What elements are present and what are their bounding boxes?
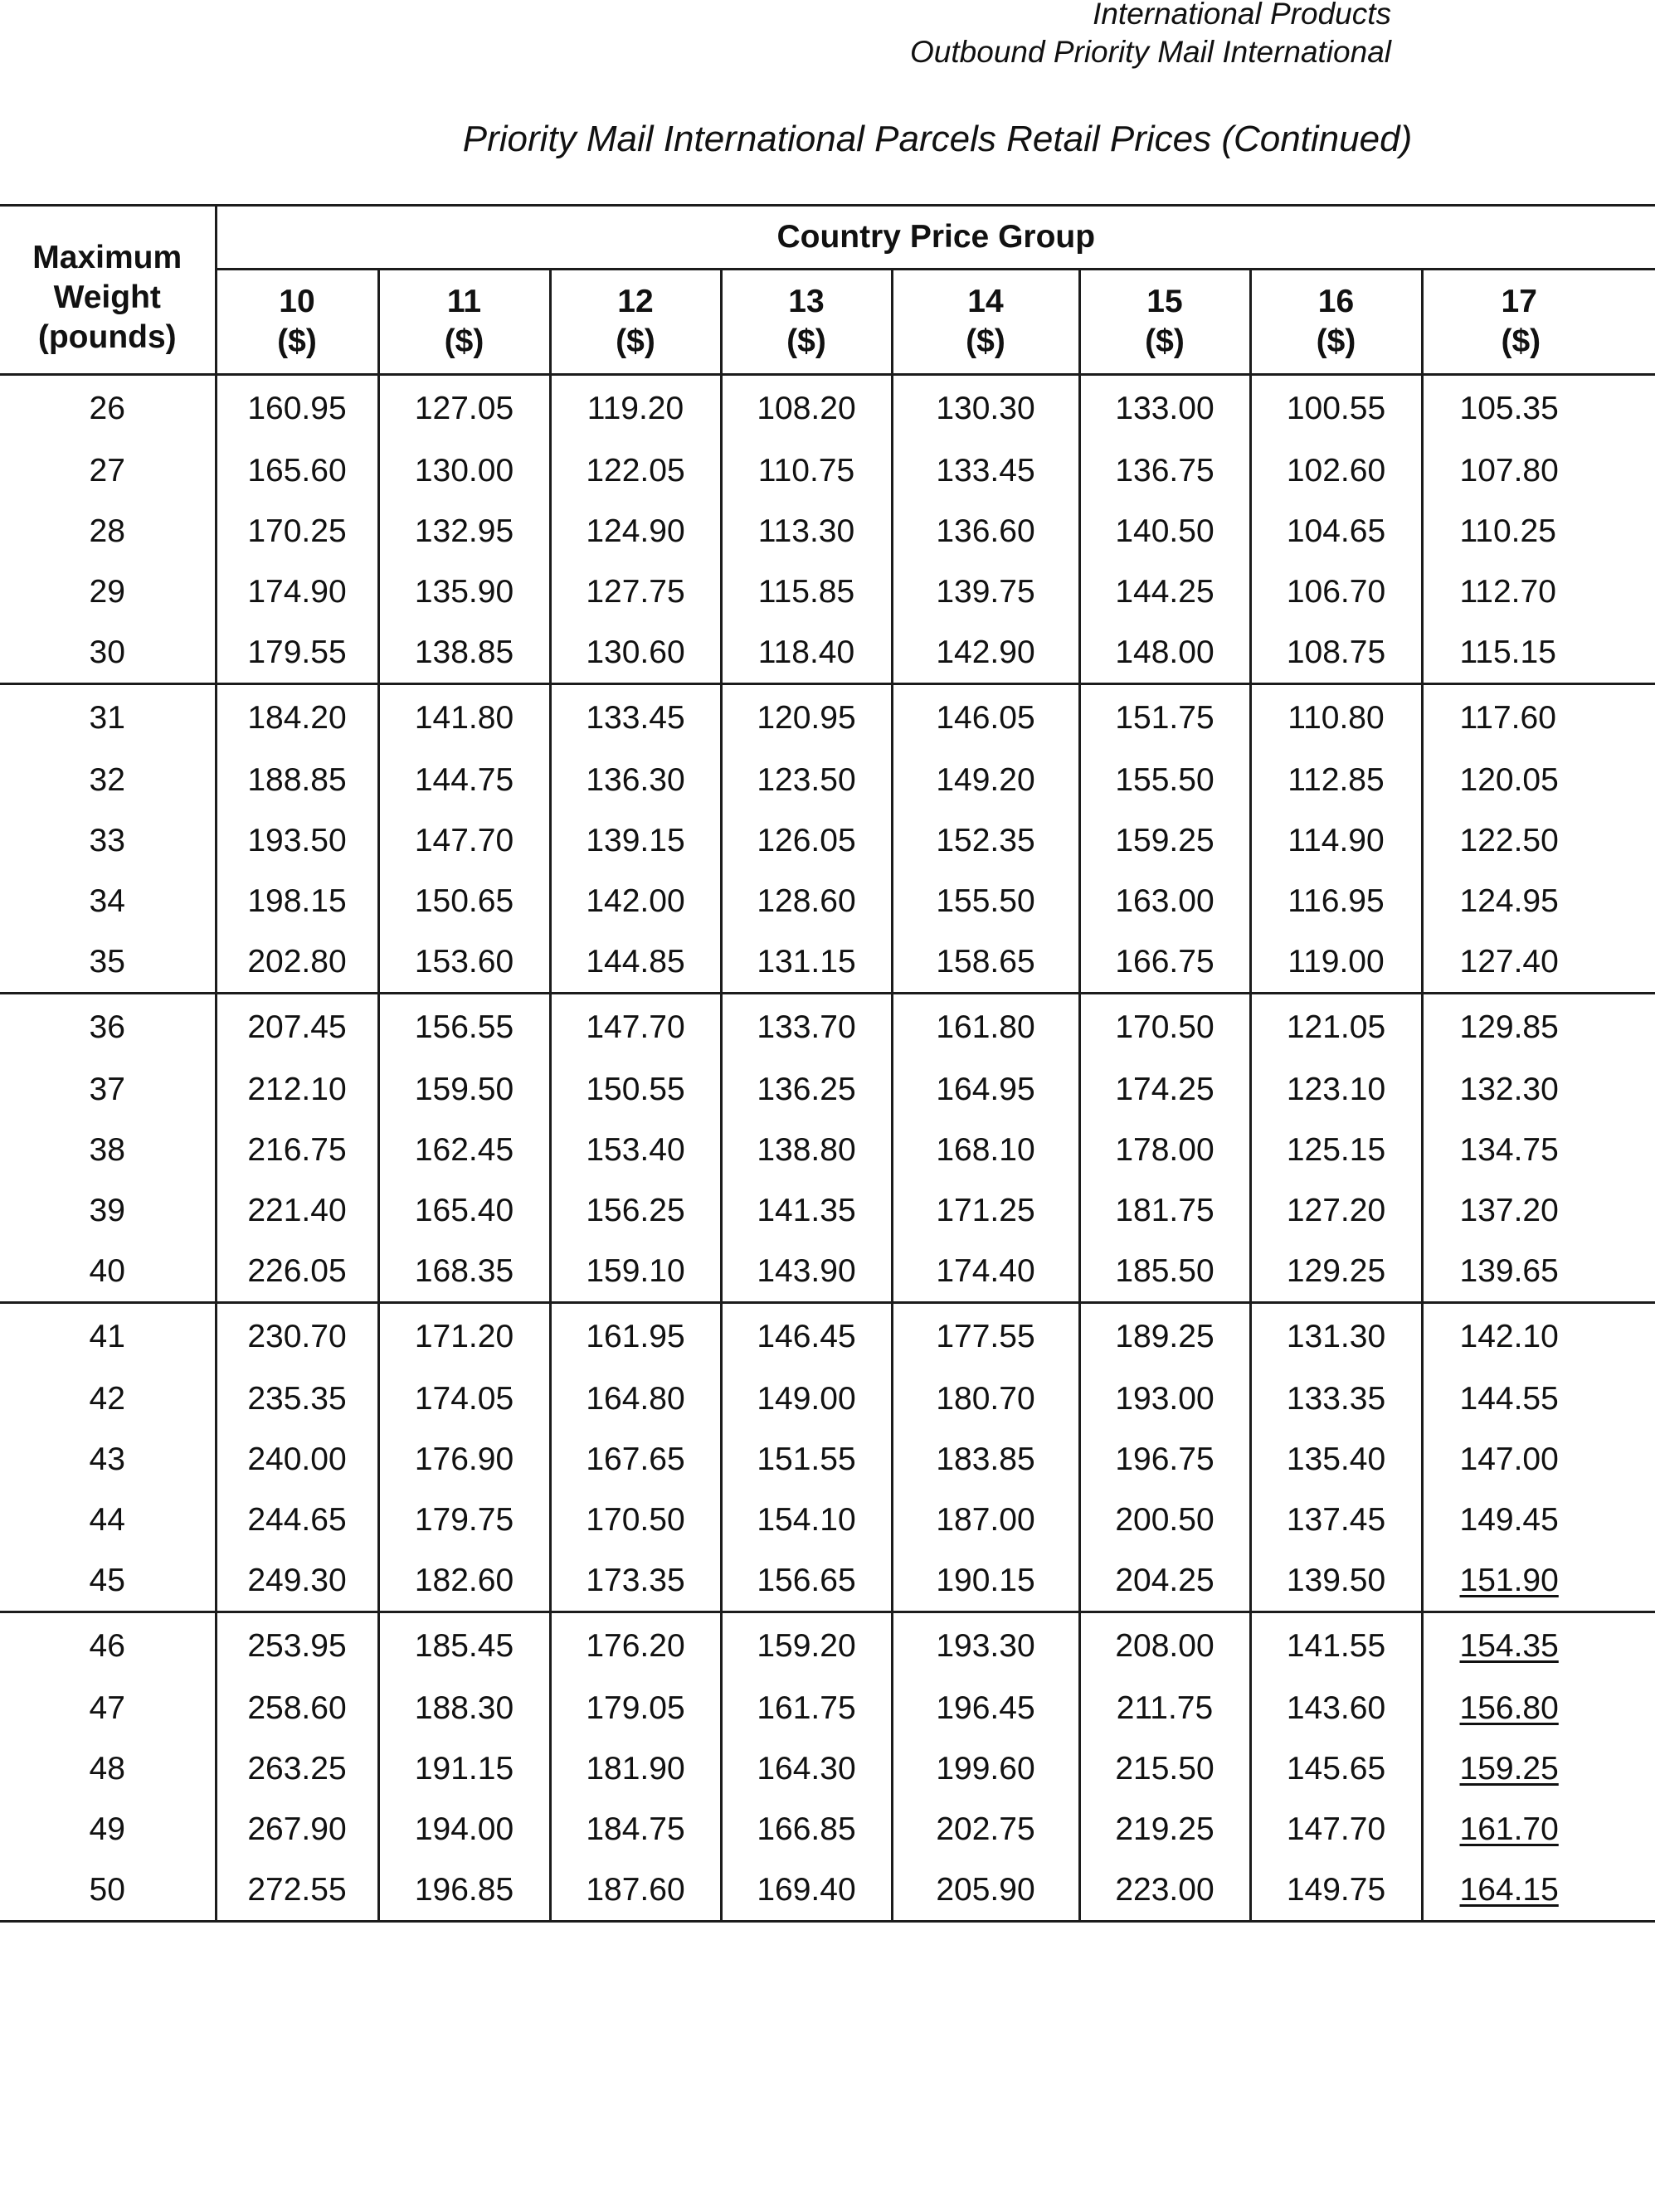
price-cell: 170.50: [550, 1490, 721, 1550]
weight-cell: 37: [0, 1059, 216, 1120]
price-cell: 196.85: [378, 1860, 550, 1922]
price-cell: 122.50: [1422, 810, 1655, 871]
column-header-group-14: [892, 270, 1079, 375]
price-cell: 115.15: [1422, 622, 1655, 684]
price-cell: 136.25: [721, 1059, 892, 1120]
price-cell: 141.80: [378, 684, 550, 751]
column-group-number: 14: [967, 284, 1004, 319]
price-cell: 226.05: [247, 1253, 347, 1289]
weight-cell: 41: [0, 1303, 216, 1369]
column-unit: ($): [786, 323, 826, 359]
price-cell: 216.75: [247, 1132, 347, 1168]
table-header: [0, 206, 1655, 375]
price-cell: 181.75: [1079, 1180, 1250, 1241]
price-cell: 124.90: [550, 501, 721, 562]
column-unit: ($): [616, 323, 655, 359]
column-header-group-12: [550, 270, 721, 375]
price-cell: 189.25: [1079, 1303, 1250, 1369]
price-cell: 134.75: [1422, 1120, 1655, 1180]
column-unit: ($): [1145, 323, 1185, 359]
column-header-group-16: [1250, 270, 1422, 375]
table-row: [0, 1429, 1655, 1490]
table-row: [0, 622, 1655, 684]
price-cell: 139.50: [1250, 1550, 1422, 1612]
price-cell: 147.00: [1422, 1429, 1655, 1490]
price-cell: 179.55: [247, 634, 347, 670]
price-cell: 146.45: [721, 1303, 892, 1369]
price-cell: 130.60: [550, 622, 721, 684]
price-cell: 159.10: [550, 1241, 721, 1303]
price-cell: 176.90: [378, 1429, 550, 1490]
price-cell: 129.25: [1250, 1241, 1422, 1303]
weight-cell: 38: [0, 1120, 216, 1180]
price-cell: 106.70: [1250, 562, 1422, 622]
price-cell: 168.10: [892, 1120, 1079, 1180]
price-cell: 179.75: [378, 1490, 550, 1550]
price-cell: 167.65: [550, 1429, 721, 1490]
price-cell: 161.80: [892, 994, 1079, 1060]
price-cell: 147.70: [550, 994, 721, 1060]
price-cell: 115.85: [721, 562, 892, 622]
price-cell: 107.80: [1422, 440, 1655, 501]
column-group-number: 10: [279, 284, 315, 319]
price-cell: 114.90: [1250, 810, 1422, 871]
price-cell: 171.25: [892, 1180, 1079, 1241]
table-row: [0, 440, 1655, 501]
price-cell: 141.35: [721, 1180, 892, 1241]
price-cell: 133.45: [892, 440, 1079, 501]
table-row: [0, 1550, 1655, 1612]
price-cell: 161.70: [1422, 1799, 1655, 1860]
price-cell: 193.00: [1079, 1369, 1250, 1429]
price-cell: 112.85: [1250, 750, 1422, 810]
table-row: [0, 1059, 1655, 1120]
price-cell: 136.30: [550, 750, 721, 810]
price-cell: 128.60: [721, 871, 892, 931]
column-group-number: 11: [446, 284, 482, 319]
price-cell: 207.45: [247, 1009, 347, 1045]
price-cell: 151.75: [1079, 684, 1250, 751]
weight-cell: 32: [0, 750, 216, 810]
price-cell: 143.90: [721, 1241, 892, 1303]
table-row: [0, 684, 1655, 751]
price-cell: 219.25: [1079, 1799, 1250, 1860]
price-cell: 150.65: [378, 871, 550, 931]
price-cell: 196.45: [892, 1678, 1079, 1738]
price-cell: 171.20: [378, 1303, 550, 1369]
row-group: [0, 1303, 1655, 1612]
price-cell: 142.00: [550, 871, 721, 931]
price-cell: 149.20: [892, 750, 1079, 810]
price-cell: 179.05: [550, 1678, 721, 1738]
price-cell: 182.60: [378, 1550, 550, 1612]
price-cell: 142.10: [1422, 1303, 1655, 1369]
price-cell: 149.45: [1422, 1490, 1655, 1550]
price-cell: 258.60: [247, 1690, 347, 1726]
table-row: [0, 1120, 1655, 1180]
price-cell: 178.00: [1079, 1120, 1250, 1180]
table-row: [0, 810, 1655, 871]
price-cell: 151.90: [1422, 1550, 1655, 1612]
price-cell: 137.20: [1422, 1180, 1655, 1241]
price-cell: 158.65: [892, 931, 1079, 994]
price-cell: 173.35: [550, 1550, 721, 1612]
row-group: [0, 1612, 1655, 1922]
column-unit: ($): [1316, 323, 1356, 359]
price-cell: 119.00: [1250, 931, 1422, 994]
price-cell: 113.30: [721, 501, 892, 562]
price-cell: 130.00: [378, 440, 550, 501]
weight-cell: 44: [0, 1490, 216, 1550]
price-cell: 204.25: [1079, 1550, 1250, 1612]
price-cell: 166.85: [721, 1799, 892, 1860]
price-cell: 198.15: [247, 883, 347, 919]
price-cell: 174.25: [1079, 1059, 1250, 1120]
page-title: Priority Mail International Parcels Retail Prices (Continued): [462, 119, 1413, 159]
price-cell: 105.35: [1422, 375, 1655, 441]
price-cell: 161.95: [550, 1303, 721, 1369]
price-cell: 184.20: [247, 699, 347, 736]
price-cell: 142.90: [892, 622, 1079, 684]
column-unit: ($): [966, 323, 1005, 359]
column-header-group-13: [721, 270, 892, 375]
price-cell: 100.55: [1250, 375, 1422, 441]
weight-cell: 50: [0, 1860, 216, 1922]
price-cell: 147.70: [378, 810, 550, 871]
price-cell: 174.40: [892, 1241, 1079, 1303]
table-row: [0, 931, 1655, 994]
price-cell: 110.80: [1250, 684, 1422, 751]
price-cell: 221.40: [247, 1193, 347, 1228]
price-cell: 131.15: [721, 931, 892, 994]
price-cell: 166.75: [1079, 931, 1250, 994]
price-cell: 230.70: [247, 1318, 347, 1354]
weight-cell: 39: [0, 1180, 216, 1241]
price-cell: 127.40: [1422, 931, 1655, 994]
column-header-group-15: [1079, 270, 1250, 375]
price-cell: 146.05: [892, 684, 1079, 751]
table-row: [0, 871, 1655, 931]
weight-cell: 42: [0, 1369, 216, 1429]
weight-cell: 26: [0, 375, 216, 441]
price-cell: 193.30: [892, 1612, 1079, 1679]
price-cell: 249.30: [247, 1563, 347, 1598]
price-cell: 188.30: [378, 1678, 550, 1738]
price-cell: 211.75: [1079, 1678, 1250, 1738]
price-cell: 149.00: [721, 1369, 892, 1429]
weight-cell: 40: [0, 1241, 216, 1303]
table-row: [0, 1180, 1655, 1241]
price-cell: 127.75: [550, 562, 721, 622]
price-cell: 148.00: [1079, 622, 1250, 684]
weight-cell: 49: [0, 1799, 216, 1860]
price-cell: 132.95: [378, 501, 550, 562]
table-row: [0, 1612, 1655, 1679]
price-cell: 123.50: [721, 750, 892, 810]
price-cell: 170.50: [1079, 994, 1250, 1060]
price-cell: 223.00: [1079, 1860, 1250, 1922]
table-row: [0, 375, 1655, 441]
price-cell: 144.25: [1079, 562, 1250, 622]
price-cell: 135.40: [1250, 1429, 1422, 1490]
price-table: [0, 204, 1655, 1923]
price-cell: 110.25: [1422, 501, 1655, 562]
table-row: [0, 1860, 1655, 1922]
price-cell: 143.60: [1250, 1678, 1422, 1738]
price-cell: 104.65: [1250, 501, 1422, 562]
price-cell: 135.90: [378, 562, 550, 622]
column-unit: ($): [1501, 323, 1541, 359]
price-cell: 137.45: [1250, 1490, 1422, 1550]
price-cell: 138.80: [721, 1120, 892, 1180]
price-cell: 164.80: [550, 1369, 721, 1429]
price-cell: 159.25: [1079, 810, 1250, 871]
table-row: [0, 994, 1655, 1060]
row-group: [0, 994, 1655, 1303]
table-row: [0, 1490, 1655, 1550]
price-cell: 208.00: [1079, 1612, 1250, 1679]
price-cell: 169.40: [721, 1860, 892, 1922]
price-cell: 144.75: [378, 750, 550, 810]
table-row: [0, 1799, 1655, 1860]
price-cell: 133.00: [1079, 375, 1250, 441]
price-cell: 244.65: [247, 1502, 347, 1538]
country-price-group-header: Country Price Group: [216, 206, 1655, 270]
table-row: [0, 1369, 1655, 1429]
price-cell: 152.35: [892, 810, 1079, 871]
column-group-number: 15: [1146, 284, 1183, 319]
price-cell: 154.10: [721, 1490, 892, 1550]
document-header: [910, 0, 1391, 71]
price-cell: 153.40: [550, 1120, 721, 1180]
price-cell: 185.45: [378, 1612, 550, 1679]
price-cell: 188.85: [247, 762, 347, 798]
column-unit: ($): [277, 323, 317, 359]
price-cell: 180.70: [892, 1369, 1079, 1429]
price-cell: 139.75: [892, 562, 1079, 622]
price-cell: 150.55: [550, 1059, 721, 1120]
weight-cell: 46: [0, 1612, 216, 1679]
weight-cell: 34: [0, 871, 216, 931]
price-cell: 120.05: [1422, 750, 1655, 810]
price-cell: 174.05: [378, 1369, 550, 1429]
price-cell: 130.30: [892, 375, 1079, 441]
price-cell: 108.75: [1250, 622, 1422, 684]
weight-column-header: Maximum Weight (pounds): [0, 206, 216, 375]
column-header-group-17: [1422, 270, 1655, 375]
weight-cell: 48: [0, 1738, 216, 1799]
price-cell: 108.20: [721, 375, 892, 441]
price-cell: 138.85: [378, 622, 550, 684]
weight-cell: 28: [0, 501, 216, 562]
price-cell: 131.30: [1250, 1303, 1422, 1369]
price-cell: 193.50: [247, 823, 347, 858]
price-cell: 200.50: [1079, 1490, 1250, 1550]
price-cell: 155.50: [1079, 750, 1250, 810]
price-cell: 164.15: [1422, 1860, 1655, 1922]
price-cell: 240.00: [247, 1441, 347, 1477]
price-cell: 141.55: [1250, 1612, 1422, 1679]
price-cell: 187.00: [892, 1490, 1079, 1550]
price-cell: 272.55: [216, 1860, 378, 1922]
price-cell: 139.65: [1422, 1241, 1655, 1303]
price-cell: 162.45: [378, 1120, 550, 1180]
table-row: [0, 1678, 1655, 1738]
price-cell: 133.70: [721, 994, 892, 1060]
price-cell: 132.30: [1422, 1059, 1655, 1120]
price-cell: 126.05: [721, 810, 892, 871]
price-cell: 133.35: [1250, 1369, 1422, 1429]
price-cell: 116.95: [1250, 871, 1422, 931]
weight-cell: 27: [0, 440, 216, 501]
table-row: [0, 501, 1655, 562]
weight-cell: 43: [0, 1429, 216, 1490]
price-cell: 191.15: [378, 1738, 550, 1799]
price-cell: 202.75: [892, 1799, 1079, 1860]
price-cell: 140.50: [1079, 501, 1250, 562]
price-cell: 190.15: [892, 1550, 1079, 1612]
price-cell: 184.75: [550, 1799, 721, 1860]
price-cell: 174.90: [247, 574, 347, 610]
price-cell: 202.80: [247, 944, 347, 980]
price-cell: 127.20: [1250, 1180, 1422, 1241]
price-cell: 133.45: [550, 684, 721, 751]
price-cell: 154.35: [1422, 1612, 1655, 1679]
price-cell: 235.35: [247, 1381, 347, 1417]
price-cell: 187.60: [550, 1860, 721, 1922]
price-cell: 156.65: [721, 1550, 892, 1612]
price-cell: 163.00: [1079, 871, 1250, 931]
price-cell: 161.75: [721, 1678, 892, 1738]
price-cell: 170.25: [247, 513, 347, 549]
price-cell: 199.60: [892, 1738, 1079, 1799]
header-line-2: Outbound Priority Mail International: [910, 35, 1391, 69]
price-cell: 129.85: [1422, 994, 1655, 1060]
price-cell: 119.20: [550, 375, 721, 441]
weight-cell: 36: [0, 994, 216, 1060]
price-cell: 136.60: [892, 501, 1079, 562]
table-row: [0, 750, 1655, 810]
price-cell: 164.30: [721, 1738, 892, 1799]
column-group-number: 13: [788, 284, 825, 319]
price-cell: 177.55: [892, 1303, 1079, 1369]
price-cell: 121.05: [1250, 994, 1422, 1060]
price-cell: 164.95: [892, 1059, 1079, 1120]
price-cell: 194.00: [378, 1799, 550, 1860]
price-cell: 112.70: [1422, 562, 1655, 622]
price-cell: 263.25: [247, 1751, 347, 1787]
price-cell: 144.55: [1422, 1369, 1655, 1429]
price-cell: 267.90: [247, 1811, 347, 1847]
price-cell: 196.75: [1079, 1429, 1250, 1490]
price-cell: 120.95: [721, 684, 892, 751]
price-cell: 145.65: [1250, 1738, 1422, 1799]
column-header-group-10: [216, 270, 378, 375]
price-cell: 176.20: [550, 1612, 721, 1679]
price-cell: 165.40: [378, 1180, 550, 1241]
price-cell: 147.70: [1250, 1799, 1422, 1860]
price-cell: 215.50: [1079, 1738, 1250, 1799]
price-cell: 181.90: [550, 1738, 721, 1799]
weight-cell: 30: [0, 622, 216, 684]
price-cell: 118.40: [721, 622, 892, 684]
weight-cell: 35: [0, 931, 216, 994]
weight-cell: 47: [0, 1678, 216, 1738]
price-cell: 253.95: [247, 1627, 347, 1664]
price-cell: 123.10: [1250, 1059, 1422, 1120]
price-cell: 159.25: [1422, 1738, 1655, 1799]
price-cell: 127.05: [378, 375, 550, 441]
column-unit: ($): [444, 323, 484, 359]
column-group-number: 17: [1501, 284, 1537, 319]
price-cell: 117.60: [1422, 684, 1655, 751]
weight-cell: 45: [0, 1550, 216, 1612]
price-cell: 151.55: [721, 1429, 892, 1490]
price-cell: 183.85: [892, 1429, 1079, 1490]
price-cell: 168.35: [378, 1241, 550, 1303]
price-cell: 165.60: [247, 453, 347, 489]
row-group: [0, 375, 1655, 684]
price-cell: 102.60: [1250, 440, 1422, 501]
price-cell: 159.50: [378, 1059, 550, 1120]
price-cell: 159.20: [721, 1612, 892, 1679]
column-group-number: 16: [1317, 284, 1355, 319]
price-cell: 144.85: [550, 931, 721, 994]
table-row: [0, 1241, 1655, 1303]
price-cell: 156.80: [1422, 1678, 1655, 1738]
row-group: [0, 684, 1655, 994]
weight-cell: 33: [0, 810, 216, 871]
price-cell: 212.10: [247, 1072, 347, 1107]
table-row: [0, 1738, 1655, 1799]
weight-cell: 31: [0, 684, 216, 751]
price-cell: 160.95: [247, 390, 347, 426]
price-cell: 153.60: [378, 931, 550, 994]
price-cell: 136.75: [1079, 440, 1250, 501]
column-header-group-11: [378, 270, 550, 375]
price-cell: 139.15: [550, 810, 721, 871]
price-cell: 156.25: [550, 1180, 721, 1241]
table-row: [0, 1303, 1655, 1369]
price-cell: 124.95: [1422, 871, 1655, 931]
price-cell: 110.75: [721, 440, 892, 501]
header-line-1: International Products: [1093, 0, 1391, 31]
price-cell: 122.05: [550, 440, 721, 501]
price-cell: 185.50: [1079, 1241, 1250, 1303]
table-row: [0, 562, 1655, 622]
price-cell: 125.15: [1250, 1120, 1422, 1180]
weight-cell: 29: [0, 562, 216, 622]
price-cell: 205.90: [892, 1860, 1079, 1922]
price-cell: 156.55: [378, 994, 550, 1060]
column-group-number: 12: [617, 284, 654, 319]
price-cell: 155.50: [892, 871, 1079, 931]
price-cell: 149.75: [1250, 1860, 1422, 1922]
